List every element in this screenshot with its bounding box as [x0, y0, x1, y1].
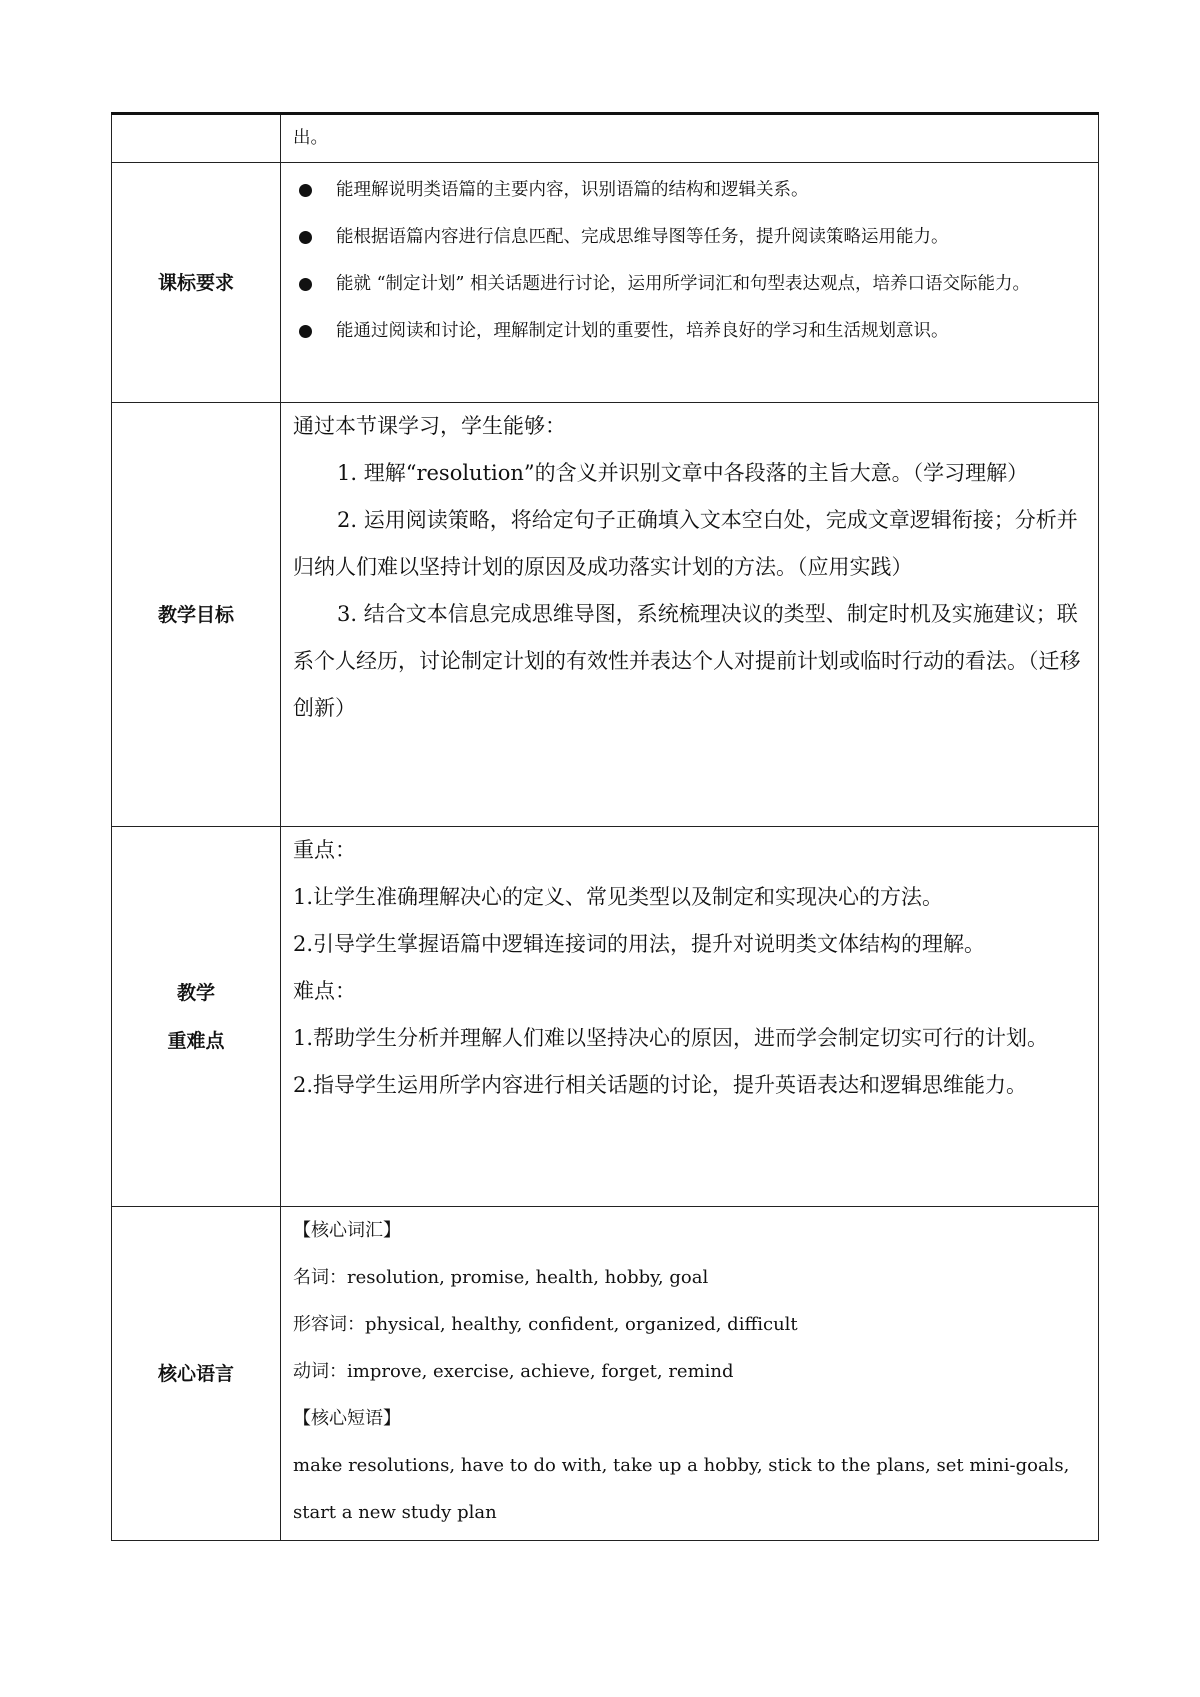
- standards-row: [112, 163, 1099, 403]
- key-item: 2.引导学生掌握语篇中逻辑连接词的用法，提升对说明类文体结构的理解。: [293, 932, 986, 956]
- adjectives-line: 形容词：physical, healthy, confident, organized, difficult: [293, 1314, 798, 1335]
- objective-item: 1. 理解“resolution”的含义并识别文章中各段落的主旨大意。（学习理解）: [337, 461, 1029, 485]
- vocab-heading: 【核心词汇】: [293, 1220, 401, 1241]
- objectives-row: [112, 403, 1099, 827]
- standards-cell: [281, 163, 1099, 403]
- bullet-icon: [299, 231, 312, 244]
- list-item: 能通过阅读和讨论，理解制定计划的重要性，培养良好的学习和生活规划意识。: [293, 308, 1088, 355]
- standards-list: [293, 167, 1088, 355]
- continuation-cell: [281, 114, 1099, 163]
- key-points-label-line1: 教学: [176, 981, 215, 1004]
- bullet-icon: [299, 325, 312, 338]
- nouns-line: 名词：resolution, promise, health, hobby, goal: [293, 1267, 709, 1288]
- bullet-icon: [299, 184, 312, 197]
- key-points-cell: [281, 827, 1099, 1207]
- difficult-item: 1.帮助学生分析并理解人们难以坚持决心的原因，进而学会制定切实可行的计划。: [293, 1026, 1049, 1050]
- core-language-label: 核心语言: [112, 1207, 281, 1541]
- list-item: 能理解说明类语篇的主要内容，识别语篇的结构和逻辑关系。: [293, 167, 1088, 214]
- key-points-row: [112, 827, 1099, 1207]
- standards-label: 课标要求: [112, 163, 281, 403]
- key-heading: 重点：: [293, 838, 356, 862]
- key-points-label: [112, 827, 281, 1207]
- objective-item: 2. 运用阅读策略，将给定句子正确填入文本空白处，完成文章逻辑衔接；分析并归纳人们难以坚持计划的原因及成功落实计划的方法。（应用实践）: [293, 508, 1078, 579]
- key-points-label-line2: 重难点: [167, 1029, 225, 1052]
- objectives-label: 教学目标: [112, 403, 281, 827]
- bullet-icon: [299, 278, 312, 291]
- difficult-item: 2.指导学生运用所学内容进行相关话题的讨论，提升英语表达和逻辑思维能力。: [293, 1073, 1028, 1097]
- phrases-line: make resolutions, have to do with, take up a hobby, stick to the plans, set mini-goals, start a new study plan: [293, 1455, 1070, 1523]
- objectives-intro: 通过本节课学习，学生能够：: [293, 414, 566, 438]
- continuation-row: [112, 114, 1099, 163]
- list-item: 能就 “制定计划” 相关话题进行讨论，运用所学词汇和句型表达观点，培养口语交际能力。: [293, 261, 1088, 308]
- core-language-row: [112, 1207, 1099, 1541]
- verbs-line: 动词：improve, exercise, achieve, forget, remind: [293, 1361, 734, 1382]
- objective-item: 3. 结合文本信息完成思维导图，系统梳理决议的类型、制定时机及实施建议；联系个人经历，讨论制定计划的有效性并表达个人对提前计划或临时行动的看法。（迁移创新）: [293, 602, 1081, 720]
- list-item: 能根据语篇内容进行信息匹配、完成思维导图等任务，提升阅读策略运用能力。: [293, 214, 1088, 261]
- objectives-cell: [281, 403, 1099, 827]
- key-item: 1.让学生准确理解决心的定义、常见类型以及制定和实现决心的方法。: [293, 885, 944, 909]
- continuation-label: [112, 114, 281, 163]
- lesson-plan-table: [111, 112, 1099, 1541]
- continuation-text: 出。: [293, 128, 328, 148]
- difficult-heading: 难点：: [293, 979, 356, 1003]
- core-language-cell: [281, 1207, 1099, 1541]
- phrases-heading: 【核心短语】: [293, 1408, 401, 1429]
